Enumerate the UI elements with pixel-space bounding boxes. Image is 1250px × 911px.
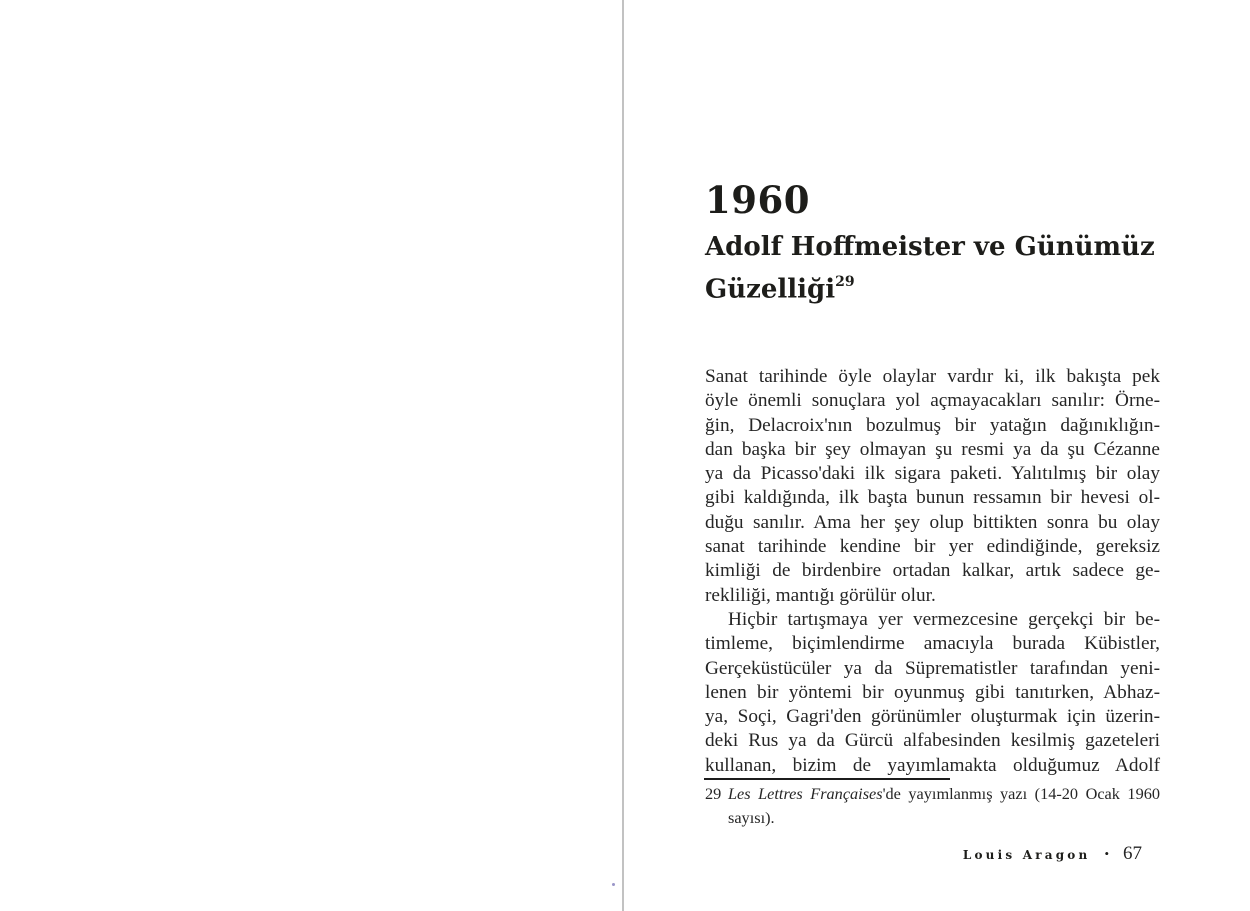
body-line: duğu sanılır. Ama her şey olup bittikten sonra bu olay (705, 511, 1160, 533)
body-text (705, 365, 1160, 778)
footnote-number: 29 (705, 784, 722, 803)
footnote-reference: 29 (835, 274, 855, 290)
footnote-work-title: Les Lettres Françaises (728, 784, 883, 803)
footnote-line1-rest: 'de yayımlanmış yazı (14-20 Ocak 1960 (882, 784, 1160, 803)
footnote-line2: sayısı). (728, 808, 775, 827)
body-line: lenen bir yöntemi bir oyunmuş gibi tanıtırken, Abhaz- (705, 681, 1160, 703)
body-line: deki Rus ya da Gürcü alfabesinden kesilmiş gazeteleri (705, 730, 1160, 752)
running-footer (963, 843, 1142, 865)
footer-separator-dot: • (1104, 846, 1109, 861)
body-line: ğin, Delacroix'nın bozulmuş bir yatağın dağınıklığın- (705, 414, 1160, 436)
footnote-line1 (728, 782, 1160, 806)
chapter-title-line2-text: Güzelliği (705, 274, 836, 305)
page-number: 67 (1123, 843, 1142, 864)
body-line: Sanat tarihinde öyle olaylar vardır ki, ilk bakışta pek (705, 366, 1160, 387)
body-line: kimliği de birdenbire ortadan kalkar, artık sadece ge- (705, 560, 1160, 582)
chapter-title-line1: Adolf Hoffmeister ve Günümüz (705, 232, 1155, 262)
footnote (705, 782, 1160, 830)
body-line: Hiçbir tartışmaya yer vermezcesine gerçekçi bir be- (728, 608, 1160, 630)
body-line: dan başka bir şey olmayan şu resmi ya da şu Cézanne (705, 438, 1160, 460)
chapter-title-line2 (705, 266, 1175, 309)
left-page-blank (0, 0, 622, 911)
ink-speck (612, 883, 615, 886)
footnote-body (705, 782, 1160, 830)
body-line: Gerçeküstücüler ya da Süprematistler tarafından yeni- (705, 657, 1160, 679)
body-line: ya da Picasso'daki ilk sigara paketi. Yalıtılmış bir olay (705, 463, 1160, 485)
footer-author-name: Louis Aragon (962, 848, 1091, 862)
body-line: timleme, biçimlendirme amacıyla burada Kübistler, (705, 633, 1160, 655)
body-line: rekliliği, mantığı görülür olur. (705, 584, 936, 606)
body-line: gibi kaldığında, ilk başta bunun ressamın bir hevesi ol- (705, 487, 1160, 509)
body-line: öyle önemli sonuçlara yol açmayacakları sanılır: Örne- (705, 390, 1160, 412)
year-heading: 1960 (705, 178, 810, 222)
body-line: sanat tarihinde kendine bir yer edindiğinde, gereksiz (705, 536, 1160, 558)
chapter-title (705, 229, 1175, 309)
footnote-separator-rule (704, 778, 950, 780)
body-line: ya, Soçi, Gagri'den görünümler oluşturmak için üzerin- (705, 706, 1160, 728)
body-line: kullanan, bizim de yayımlamakta olduğumuz Adolf (705, 754, 1160, 776)
